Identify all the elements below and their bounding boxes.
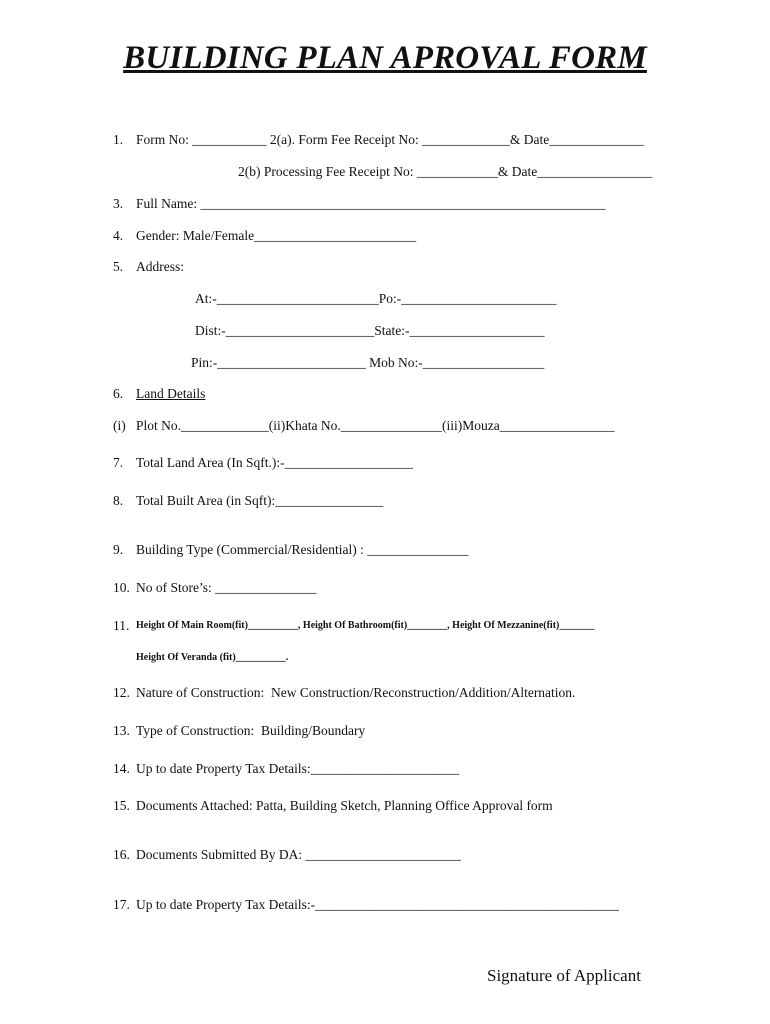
processing-fee-line: 2(b) Processing Fee Receipt No: ____________& Date_________________ [238, 164, 652, 179]
total-land-area-line: Total Land Area (In Sqft.):-___________________ [136, 455, 413, 470]
item-number: (i) [113, 418, 126, 433]
item-number: 7. [113, 455, 124, 470]
item-number: 17. [113, 897, 130, 912]
property-tax-line: Up to date Property Tax Details:______________________ [136, 761, 460, 776]
item-number: 10. [113, 580, 130, 595]
height-veranda-line: Height Of Veranda (fit)__________. [136, 652, 289, 663]
item-number: 1. [113, 132, 124, 147]
item-number: 9. [113, 542, 124, 557]
nature-of-construction-line: Nature of Construction: New Construction/Reconstruction/Addition/Alternation. [136, 685, 576, 700]
item-number: 8. [113, 493, 124, 508]
item-number: 6. [113, 386, 124, 401]
page-title: BUILDING PLAN APROVAL FORM [123, 40, 647, 76]
item-number: 13. [113, 723, 130, 738]
form-no-line: Form No: ___________ 2(a). Form Fee Receipt No: _____________& Date______________ [136, 132, 644, 147]
plot-khata-mouza-line: Plot No._____________(ii)Khata No._______________(iii)Mouza_________________ [136, 418, 615, 433]
signature-label: Signature of Applicant [487, 966, 641, 985]
item-number: 12. [113, 685, 130, 700]
address-pin-mob-line: Pin:-______________________ Mob No:-__________________ [191, 355, 545, 370]
item-number: 5. [113, 259, 124, 274]
item-number: 16. [113, 847, 130, 862]
address-at-po-line: At:-________________________Po:-_______________________ [195, 291, 557, 306]
full-name-line: Full Name: ____________________________________________________________ [136, 196, 606, 211]
item-number: 15. [113, 798, 130, 813]
gender-line: Gender: Male/Female________________________ [136, 228, 417, 243]
type-of-construction-line: Type of Construction: Building/Boundary [136, 723, 366, 738]
total-built-area-line: Total Built Area (in Sqft):________________ [136, 493, 384, 508]
height-details-line: Height Of Main Room(fit)__________, Height Of Bathroom(fit)________, Height Of Mezzanine(fit)_______ [136, 620, 595, 631]
building-type-line: Building Type (Commercial/Residential) : _______________ [136, 542, 469, 557]
address-label: Address: [136, 259, 184, 274]
no-of-stores-line: No of Store’s: _______________ [136, 580, 317, 595]
documents-attached-line: Documents Attached: Patta, Building Sketch, Planning Office Approval form [136, 798, 553, 813]
land-details-heading: Land Details [136, 386, 206, 401]
property-tax-details-line: Up to date Property Tax Details:-_____________________________________________ [136, 897, 619, 912]
item-number: 4. [113, 228, 124, 243]
item-number: 11. [113, 618, 130, 633]
item-number: 3. [113, 196, 124, 211]
item-number: 14. [113, 761, 130, 776]
documents-submitted-line: Documents Submitted By DA: _______________________ [136, 847, 461, 862]
address-dist-state-line: Dist:-______________________State:-____________________ [195, 323, 545, 338]
